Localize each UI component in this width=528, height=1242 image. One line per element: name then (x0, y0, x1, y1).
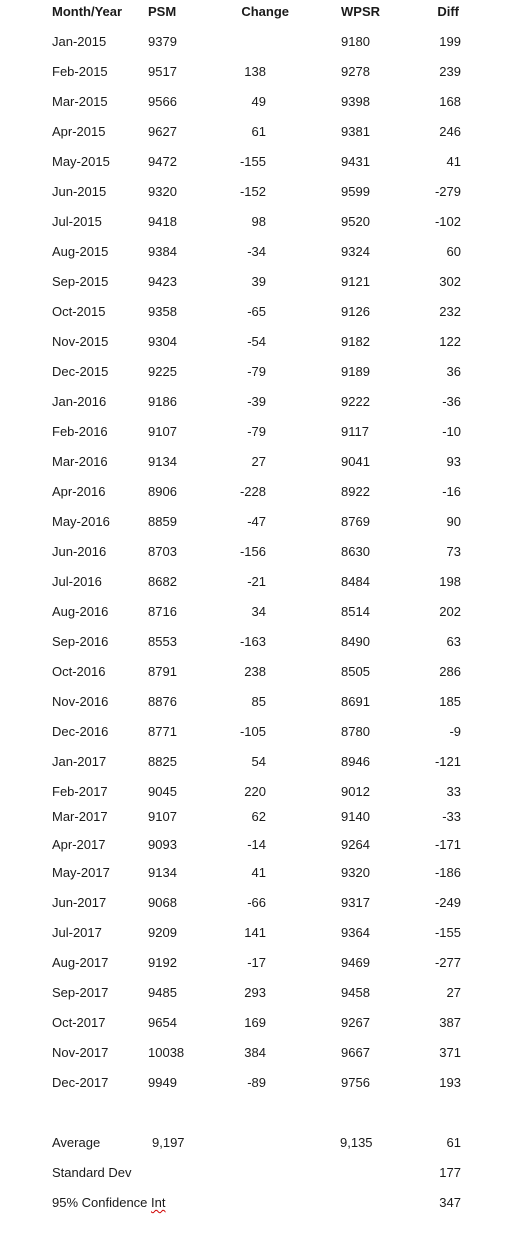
diff-cell: -16 (442, 484, 461, 499)
wpsr-cell: 9121 (341, 274, 370, 289)
summary-diff-cell: 347 (439, 1195, 461, 1210)
wpsr-cell: 8691 (341, 694, 370, 709)
psm-cell: 9134 (148, 865, 177, 880)
table-row (0, 863, 528, 883)
month-cell: Dec-2015 (52, 364, 109, 379)
wpsr-cell: 9140 (341, 809, 370, 824)
month-cell: May-2015 (52, 154, 110, 169)
summary-label-text: Average (52, 1135, 101, 1150)
month-cell: May-2017 (52, 865, 110, 880)
table-row (0, 122, 528, 142)
change-cell: -47 (247, 514, 266, 529)
wpsr-cell: 8780 (341, 724, 370, 739)
change-cell: 62 (251, 809, 266, 824)
psm-cell: 9379 (148, 34, 177, 49)
month-cell: Mar-2016 (52, 454, 108, 469)
diff-cell: 93 (446, 454, 461, 469)
diff-cell: 371 (439, 1045, 461, 1060)
header-change: Change (241, 4, 289, 19)
wpsr-cell: 9469 (341, 955, 370, 970)
wpsr-cell: 9520 (341, 214, 370, 229)
diff-cell: -277 (434, 955, 461, 970)
table-row (0, 32, 528, 52)
table-row (0, 1073, 528, 1093)
psm-cell: 9068 (148, 895, 177, 910)
wpsr-cell: 8505 (341, 664, 370, 679)
change-cell: -155 (239, 154, 266, 169)
summary-label (52, 1163, 132, 1183)
diff-cell: -9 (449, 724, 461, 739)
psm-cell: 9384 (148, 244, 177, 259)
month-cell: Apr-2017 (52, 837, 106, 852)
diff-cell: 202 (439, 604, 461, 619)
psm-cell: 9225 (148, 364, 177, 379)
psm-cell: 8859 (148, 514, 177, 529)
psm-cell: 9517 (148, 64, 177, 79)
change-cell: -39 (247, 394, 266, 409)
wpsr-cell: 9398 (341, 94, 370, 109)
change-cell: 98 (251, 214, 266, 229)
wpsr-cell: 9117 (341, 424, 369, 439)
summary-label-text: Standard Dev (52, 1165, 132, 1180)
change-cell: 384 (244, 1045, 266, 1060)
month-cell: Oct-2016 (52, 664, 106, 679)
psm-cell: 9472 (148, 154, 177, 169)
header-wpsr: WPSR (341, 4, 380, 19)
wpsr-cell: 9431 (341, 154, 370, 169)
change-cell: -34 (247, 244, 266, 259)
table-row (0, 807, 528, 827)
change-cell: -21 (247, 574, 266, 589)
month-cell: Aug-2017 (52, 955, 109, 970)
header-diff: Diff (437, 4, 459, 19)
wpsr-cell: 8769 (341, 514, 370, 529)
psm-cell: 9627 (148, 124, 177, 139)
change-cell: -65 (247, 304, 266, 319)
diff-cell: 246 (439, 124, 461, 139)
diff-cell: -102 (434, 214, 461, 229)
wpsr-cell: 8630 (341, 544, 370, 559)
table-row (0, 923, 528, 943)
psm-cell: 9045 (148, 784, 177, 799)
diff-cell: -279 (434, 184, 461, 199)
header-psm: PSM (148, 4, 177, 19)
psm-cell: 9418 (148, 214, 177, 229)
wpsr-cell: 9667 (341, 1045, 370, 1060)
diff-cell: -10 (442, 424, 461, 439)
month-cell: Nov-2016 (52, 694, 109, 709)
wpsr-cell: 9267 (341, 1015, 370, 1030)
change-cell: -105 (239, 724, 266, 739)
table-row (0, 893, 528, 913)
table-row (0, 332, 528, 352)
change-cell: -89 (247, 1075, 266, 1090)
psm-cell: 9654 (148, 1015, 177, 1030)
diff-cell: 33 (446, 784, 461, 799)
table-row (0, 602, 528, 622)
psm-cell: 9209 (148, 925, 177, 940)
change-cell: -54 (247, 334, 266, 349)
psm-cell: 9186 (148, 394, 177, 409)
table-row (0, 62, 528, 82)
diff-cell: 199 (439, 34, 461, 49)
header-month-year: Month/Year (52, 4, 123, 19)
wpsr-cell: 9381 (341, 124, 370, 139)
wpsr-cell: 9126 (341, 304, 370, 319)
diff-cell: -155 (434, 925, 461, 940)
month-cell: Nov-2015 (52, 334, 109, 349)
summary-row (0, 1133, 528, 1153)
diff-cell: 63 (446, 634, 461, 649)
psm-cell: 8703 (148, 544, 177, 559)
change-cell: 54 (251, 754, 266, 769)
psm-cell: 8771 (148, 724, 177, 739)
month-cell: Mar-2017 (52, 809, 108, 824)
month-cell: Jul-2017 (52, 925, 102, 940)
wpsr-cell: 8484 (341, 574, 370, 589)
month-cell: Dec-2016 (52, 724, 109, 739)
wpsr-cell: 8490 (341, 634, 370, 649)
change-cell: 293 (244, 985, 266, 1000)
wpsr-cell: 9041 (341, 454, 370, 469)
table-row (0, 152, 528, 172)
change-cell: 34 (251, 604, 266, 619)
table-row (0, 482, 528, 502)
month-cell: Nov-2017 (52, 1045, 109, 1060)
diff-cell: -186 (434, 865, 461, 880)
table-row (0, 722, 528, 742)
change-cell: 141 (244, 925, 266, 940)
change-cell: -17 (247, 955, 266, 970)
wpsr-cell: 9189 (341, 364, 370, 379)
table-row (0, 835, 528, 855)
month-cell: Jan-2015 (52, 34, 107, 49)
month-cell: Jul-2016 (52, 574, 102, 589)
summary-diff-cell: 177 (439, 1165, 461, 1180)
table-row (0, 392, 528, 412)
diff-cell: 239 (439, 64, 461, 79)
table-row (0, 953, 528, 973)
change-cell: 61 (251, 124, 266, 139)
month-cell: Mar-2015 (52, 94, 108, 109)
psm-cell: 8906 (148, 484, 177, 499)
table-row (0, 422, 528, 442)
summary-wpsr-cell: 9,135 (340, 1135, 373, 1150)
psm-cell: 9107 (148, 809, 177, 824)
diff-cell: 122 (439, 334, 461, 349)
change-cell: 169 (244, 1015, 266, 1030)
diff-cell: -121 (434, 754, 461, 769)
table-row (0, 782, 528, 802)
summary-label (52, 1193, 165, 1213)
psm-cell: 9304 (148, 334, 177, 349)
summary-row (0, 1163, 528, 1183)
table-row (0, 212, 528, 232)
wpsr-cell: 9222 (341, 394, 370, 409)
psm-cell: 9566 (148, 94, 177, 109)
month-cell: Sep-2017 (52, 985, 109, 1000)
change-cell: 238 (244, 664, 266, 679)
month-cell: Feb-2016 (52, 424, 108, 439)
table-row (0, 572, 528, 592)
diff-cell: 302 (439, 274, 461, 289)
month-cell: Apr-2016 (52, 484, 106, 499)
diff-cell: 232 (439, 304, 461, 319)
wpsr-cell: 9180 (341, 34, 370, 49)
summary-psm-cell: 9,197 (152, 1135, 185, 1150)
month-cell: Jul-2015 (52, 214, 102, 229)
change-cell: -228 (239, 484, 266, 499)
table-row (0, 692, 528, 712)
header-row (0, 2, 528, 22)
diff-cell: -171 (434, 837, 461, 852)
table-row (0, 92, 528, 112)
wpsr-cell: 9182 (341, 334, 370, 349)
diff-cell: -249 (434, 895, 461, 910)
diff-cell: -36 (442, 394, 461, 409)
table-row (0, 512, 528, 532)
wpsr-cell: 9320 (341, 865, 370, 880)
month-cell: May-2016 (52, 514, 110, 529)
psm-cell: 8876 (148, 694, 177, 709)
table-row (0, 662, 528, 682)
month-cell: Jan-2017 (52, 754, 107, 769)
summary-label (52, 1133, 100, 1153)
table-row (0, 302, 528, 322)
change-cell: -79 (247, 364, 266, 379)
change-cell: 39 (251, 274, 266, 289)
month-cell: Aug-2016 (52, 604, 109, 619)
psm-cell: 8553 (148, 634, 177, 649)
psm-cell: 9485 (148, 985, 177, 1000)
change-cell: 49 (251, 94, 266, 109)
table-row (0, 752, 528, 772)
table-row (0, 1013, 528, 1033)
change-cell: 41 (251, 865, 266, 880)
diff-cell: 41 (446, 154, 461, 169)
diff-cell: 73 (446, 544, 461, 559)
month-cell: Feb-2017 (52, 784, 108, 799)
month-cell: Aug-2015 (52, 244, 109, 259)
month-cell: Sep-2015 (52, 274, 109, 289)
wpsr-cell: 9458 (341, 985, 370, 1000)
change-cell: -152 (239, 184, 266, 199)
month-cell: Dec-2017 (52, 1075, 109, 1090)
table-row (0, 242, 528, 262)
table-row (0, 632, 528, 652)
wpsr-cell: 9278 (341, 64, 370, 79)
month-cell: Jun-2017 (52, 895, 107, 910)
psm-cell: 8791 (148, 664, 177, 679)
psm-cell: 9358 (148, 304, 177, 319)
diff-cell: 185 (439, 694, 461, 709)
wpsr-cell: 9364 (341, 925, 370, 940)
table-row (0, 983, 528, 1003)
wpsr-cell: 8514 (341, 604, 370, 619)
diff-cell: 27 (446, 985, 461, 1000)
diff-cell: 60 (446, 244, 461, 259)
psm-cell: 9192 (148, 955, 177, 970)
wpsr-cell: 8922 (341, 484, 370, 499)
table-row (0, 362, 528, 382)
diff-cell: 387 (439, 1015, 461, 1030)
wpsr-cell: 9012 (341, 784, 370, 799)
change-cell: -66 (247, 895, 266, 910)
change-cell: -156 (239, 544, 266, 559)
month-cell: Oct-2017 (52, 1015, 106, 1030)
table-row (0, 272, 528, 292)
diff-cell: 36 (446, 364, 461, 379)
table-row (0, 182, 528, 202)
summary-label-text: 95% Confidence (52, 1195, 152, 1210)
psm-cell: 9423 (148, 274, 177, 289)
diff-cell: -33 (442, 809, 461, 824)
change-cell: 220 (244, 784, 266, 799)
psm-cell: 9949 (148, 1075, 177, 1090)
change-cell: 27 (251, 454, 266, 469)
psm-cell: 8716 (148, 604, 177, 619)
month-cell: Sep-2016 (52, 634, 109, 649)
month-cell: Feb-2015 (52, 64, 108, 79)
month-cell: Jun-2015 (52, 184, 107, 199)
month-cell: Oct-2015 (52, 304, 106, 319)
diff-cell: 198 (439, 574, 461, 589)
psm-cell: 8825 (148, 754, 177, 769)
psm-cell: 10038 (148, 1045, 185, 1060)
change-cell: -79 (247, 424, 266, 439)
table-row (0, 542, 528, 562)
diff-cell: 286 (439, 664, 461, 679)
change-cell: -163 (239, 634, 266, 649)
change-cell: 138 (244, 64, 266, 79)
month-cell: Apr-2015 (52, 124, 106, 139)
wpsr-cell: 9324 (341, 244, 370, 259)
psm-cell: 9320 (148, 184, 177, 199)
wpsr-cell: 9756 (341, 1075, 370, 1090)
diff-cell: 168 (439, 94, 461, 109)
wpsr-cell: 8946 (341, 754, 370, 769)
table-row (0, 1043, 528, 1063)
wpsr-cell: 9599 (341, 184, 370, 199)
diff-cell: 193 (439, 1075, 461, 1090)
wpsr-cell: 9317 (341, 895, 370, 910)
summary-diff-cell: 61 (446, 1135, 461, 1150)
diff-cell: 90 (446, 514, 461, 529)
spellcheck-marked-text: Int (151, 1195, 166, 1210)
psm-cell: 8682 (148, 574, 177, 589)
month-cell: Jun-2016 (52, 544, 107, 559)
psm-cell: 9134 (148, 454, 177, 469)
table-row (0, 452, 528, 472)
summary-row (0, 1193, 528, 1213)
wpsr-cell: 9264 (341, 837, 370, 852)
change-cell: 85 (251, 694, 266, 709)
change-cell: -14 (247, 837, 266, 852)
psm-cell: 9107 (148, 424, 177, 439)
psm-cell: 9093 (148, 837, 177, 852)
month-cell: Jan-2016 (52, 394, 107, 409)
